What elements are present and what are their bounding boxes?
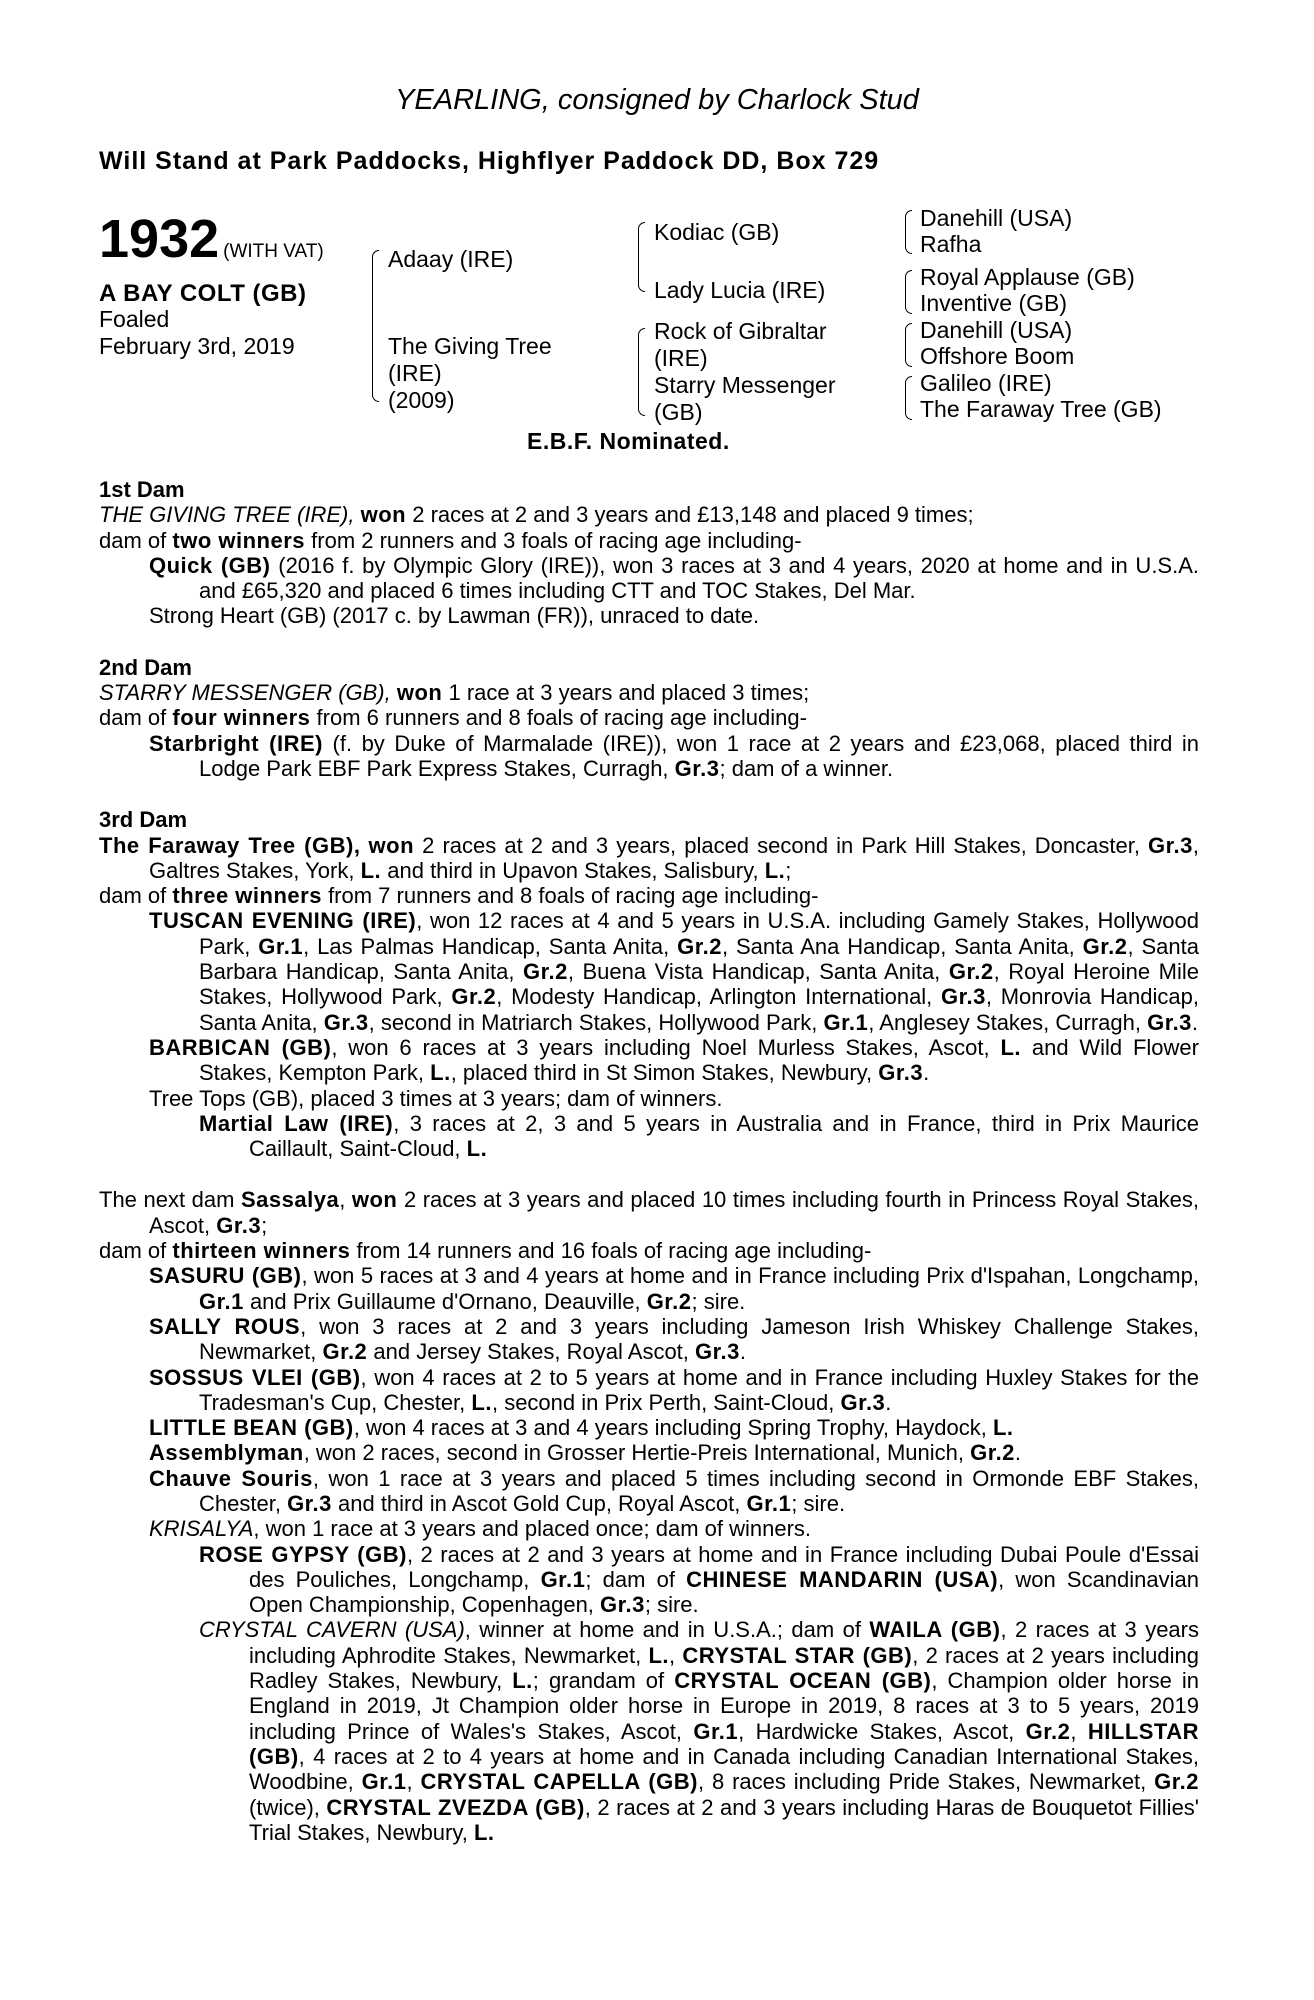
pedigree-ddd: The Faraway Tree (GB) <box>920 396 1162 422</box>
second-dam-record: STARRY MESSENGER (GB), won 1 race at 3 years and placed 3 times; <box>99 680 810 706</box>
stand-location: Will Stand at Park Paddocks, Highflyer Paddock DD, Box 729 <box>99 147 880 175</box>
pedigree-brace <box>905 376 912 420</box>
pedigree-dss: Danehill (USA) <box>920 317 1073 343</box>
ebf-nominated: E.B.F. Nominated. <box>527 428 730 454</box>
first-dam-record: THE GIVING TREE (IRE), won 2 races at 2 and 3 years and £13,148 and placed 9 times; <box>99 502 974 528</box>
offspring-entry: SALLY ROUS, won 3 races at 2 and 3 years including Jameson Irish Whiskey Challenge Stakes, Newmarket, Gr.2 and Jersey Stakes, Royal Ascot, Gr.3. <box>149 1313 1199 1365</box>
third-dam-record: The Faraway Tree (GB), won 2 races at 2 and 3 years, placed second in Park Hill Stakes, Doncaster, Gr.3, Galtres Stakes, York, L. and third in Upavon Stakes, Salisbury, L.; <box>99 832 1199 883</box>
colt-title: A BAY COLT (GB) <box>99 280 307 307</box>
offspring-entry: TUSCAN EVENING (IRE), won 12 races at 4 and 5 years in U.S.A. including Gamely Stakes, Hollywood Park, Gr.1, Las Palmas Handicap, Santa Anita, Gr.2, Santa Ana Handicap, Santa Anita, Gr.2, Santa Barbara Handicap, Santa Anita, Gr.2, Buena Vista Handicap, Santa Anita, Gr.2, Royal Heroine Mile Stakes, Hollywood Park, Gr.2, Modesty Handicap, Arlington International, Gr.3, Monrovia Handicap, Santa Anita, Gr.3, second in Matriarch Stakes, Hollywood Park, Gr.1, Anglesey Stakes, Curragh, Gr.3. <box>149 908 1199 1035</box>
offspring-entry: Chauve Souris, won 1 race at 3 years and placed 5 times including second in Ormonde EBF Stakes, Chester, Gr.3 and third in Ascot Gold Cup, Royal Ascot, Gr.1; sire. <box>149 1465 1200 1516</box>
pedigree-dam-sire: Rock of Gibraltar (IRE) <box>654 318 827 371</box>
pedigree-ssd: Rafha <box>920 231 982 257</box>
offspring-entry: BARBICAN (GB), won 6 races at 3 years including Noel Murless Stakes, Ascot, L. and Wild Flower Stakes, Kempton Park, L., placed third in St Simon Stakes, Newbury, Gr.3. <box>149 1034 1199 1086</box>
pedigree-brace <box>638 222 645 292</box>
lot-number: 1932 <box>99 209 220 269</box>
offspring-entry: LITTLE BEAN (GB), won 4 races at 3 and 4 years including Spring Trophy, Haydock, L. <box>149 1415 1014 1441</box>
offspring-entry: Assemblyman, won 2 races, second in Grosser Hertie-Preis International, Munich, Gr.2. <box>149 1440 1022 1466</box>
pedigree-brace <box>905 210 912 254</box>
pedigree-dsd: Offshore Boom <box>920 343 1075 369</box>
page-title: YEARLING, consigned by Charlock Stud <box>395 84 919 116</box>
third-dam-heading: 3rd Dam <box>99 807 188 833</box>
grand-offspring-entry: CRYSTAL CAVERN (USA), winner at home and in U.S.A.; dam of WAILA (GB), 2 races at 3 years including Aphrodite Stakes, Newmarket, L., CRYSTAL STAR (GB), 2 races at 2 years including Radley Stakes, Newbury, L.; grandam of CRYSTAL OCEAN (GB), Champion older horse in England in 2019, Jt Champion older horse in Europe in 2019, 8 races at 3 to 5 years, 2019 including Prince of Wales's Stakes, Ascot, Gr.1, Hardwicke Stakes, Ascot, Gr.2, HILLSTAR (GB), 4 races at 2 to 4 years at home and in Canada including Canadian International Stakes, Woodbine, Gr.1, CRYSTAL CAPELLA (GB), 8 races including Pride Stakes, Newmarket, Gr.2 (twice), CRYSTAL ZVEZDA (GB), 2 races at 2 and 3 years including Haras de Bouquetot Fillies' Trial Stakes, Newbury, L. <box>199 1617 1200 1845</box>
pedigree-sire-dam: Lady Lucia (IRE) <box>654 277 826 303</box>
pedigree-brace <box>638 328 645 416</box>
pedigree-sire-sire: Kodiac (GB) <box>654 219 780 245</box>
grand-offspring-entry: Martial Law (IRE), 3 races at 2, 3 and 5 years in Australia and in France, third in Prix Maurice Caillault, Saint-Cloud, L. <box>199 1110 1199 1162</box>
pedigree-sss: Danehill (USA) <box>920 205 1073 231</box>
offspring-entry: Quick (GB) (2016 f. by Olympic Glory (IRE)), won 3 races at 3 and 4 years, 2020 at home and in U.S.A. and £65,320 and placed 6 times including CTT and TOC Stakes, Del Mar. <box>149 552 1199 604</box>
foaled-label: Foaled <box>99 306 170 332</box>
first-dam-heading: 1st Dam <box>99 477 185 502</box>
pedigree-dam: The Giving Tree (IRE) (2009) <box>388 333 552 413</box>
offspring-entry: KRISALYA, won 1 race at 3 years and placed once; dam of winners. <box>149 1516 812 1542</box>
third-dam-produce: dam of three winners from 7 runners and 8 foals of racing age including- <box>99 883 819 909</box>
foaled-date: February 3rd, 2019 <box>99 333 295 359</box>
next-dam-record: The next dam Sassalya, won 2 races at 3 years and placed 10 times including fourth in Princess Royal Stakes, Ascot, Gr.3; <box>99 1187 1199 1238</box>
lot-number-block <box>99 208 324 270</box>
pedigree-dam-dam: Starry Messenger (GB) <box>654 372 836 425</box>
grand-offspring-entry: ROSE GYPSY (GB), 2 races at 2 and 3 years at home and in France including Dubai Poule d'Essai des Pouliches, Longchamp, Gr.1; dam of CHINESE MANDARIN (USA), won Scandinavian Open Championship, Copenhagen, Gr.3; sire. <box>199 1541 1200 1618</box>
offspring-entry: Strong Heart (GB) (2017 c. by Lawman (FR)), unraced to date. <box>149 603 760 629</box>
dam-records <box>99 477 1199 1845</box>
pedigree-brace <box>905 323 912 367</box>
pedigree-sds: Royal Applause (GB) <box>920 264 1135 290</box>
next-dam-produce: dam of thirteen winners from 14 runners and 16 foals of racing age including- <box>99 1238 872 1264</box>
offspring-entry: Starbright (IRE) (f. by Duke of Marmalade (IRE)), won 1 race at 2 years and £23,068, placed third in Lodge Park EBF Park Express Stakes, Curragh, Gr.3; dam of a winner. <box>149 730 1199 781</box>
second-dam-heading: 2nd Dam <box>99 654 192 680</box>
first-dam-produce: dam of two winners from 2 runners and 3 foals of racing age including- <box>99 527 802 553</box>
pedigree-sdd: Inventive (GB) <box>920 290 1067 316</box>
pedigree-brace <box>372 250 379 402</box>
pedigree-sire: Adaay (IRE) <box>388 246 514 272</box>
second-dam-produce: dam of four winners from 6 runners and 8 foals of racing age including- <box>99 705 807 731</box>
vat-note: (WITH VAT) <box>223 241 324 262</box>
pedigree-dds: Galileo (IRE) <box>920 370 1052 396</box>
offspring-entry: SASURU (GB), won 5 races at 3 and 4 years at home and in France including Prix d'Ispahan, Longchamp, Gr.1 and Prix Guillaume d'Ornano, Deauville, Gr.2; sire. <box>149 1263 1199 1314</box>
offspring-entry: Tree Tops (GB), placed 3 times at 3 years; dam of winners. <box>149 1085 723 1111</box>
pedigree-brace <box>905 270 912 314</box>
offspring-entry: SOSSUS VLEI (GB), won 4 races at 2 to 5 years at home and in France including Huxley Stakes for the Tradesman's Cup, Chester, L., second in Prix Perth, Saint-Cloud, Gr.3. <box>149 1364 1199 1415</box>
